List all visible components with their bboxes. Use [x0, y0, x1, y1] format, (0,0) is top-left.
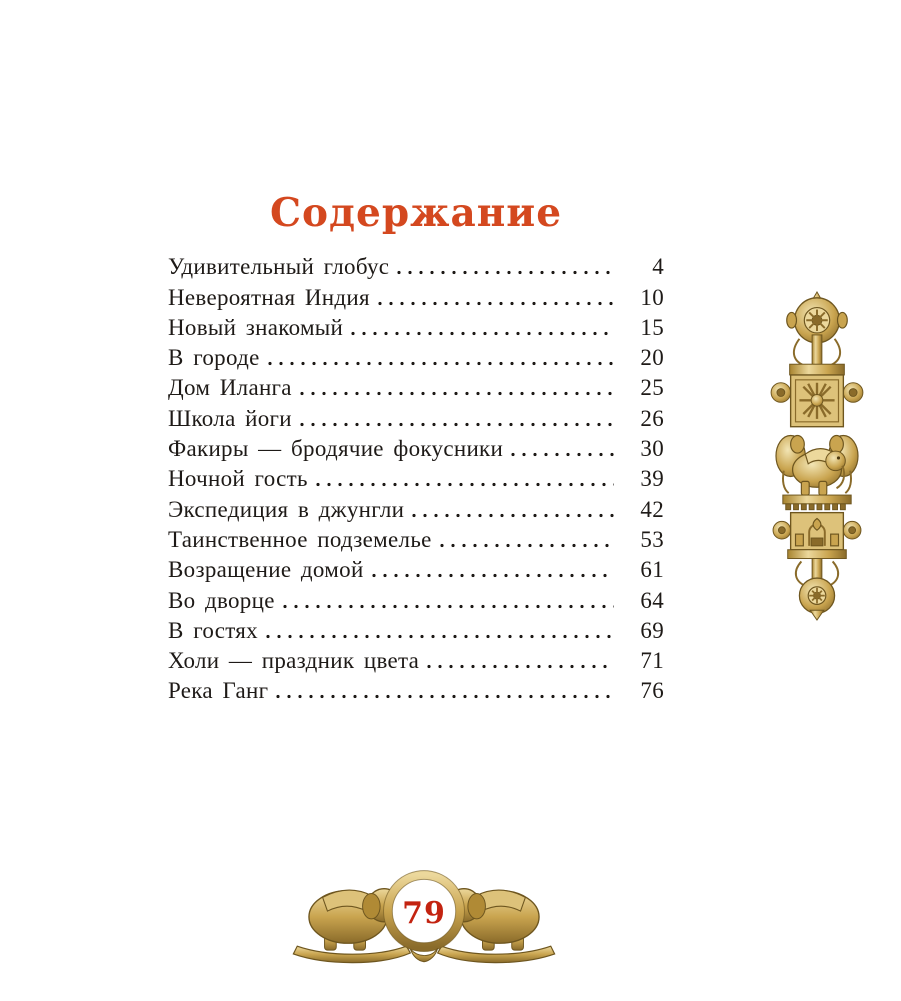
- toc-dots-leader: [372, 573, 614, 578]
- toc-entry: [168, 675, 664, 705]
- table-of-contents: [168, 251, 664, 705]
- toc-entry-title: Река Ганг: [168, 678, 269, 704]
- toc-entry-page: 30: [640, 436, 664, 462]
- toc-entry-title: Удивительный глобус: [168, 254, 390, 280]
- toc-entry-page: 76: [640, 678, 664, 704]
- toc-entry-title: Во дворце: [168, 587, 275, 613]
- toc-dots-leader: [412, 513, 614, 518]
- toc-entry-page: 61: [640, 557, 664, 583]
- toc-entry: [168, 433, 664, 463]
- toc-entry-page: 69: [640, 617, 664, 643]
- toc-entry-title: Дом Иланга: [168, 375, 292, 401]
- toc-entry-page: 64: [640, 587, 664, 613]
- toc-entry: [168, 615, 664, 645]
- toc-entry: [168, 584, 664, 614]
- toc-entry-title: Холи — праздник цвета: [168, 648, 420, 674]
- toc-entry-page: 25: [640, 375, 664, 401]
- toc-entry-title: Факиры — бродячие фокусники: [168, 436, 504, 462]
- toc-dots-leader: [266, 634, 614, 639]
- toc-dots-leader: [511, 452, 614, 457]
- toc-entry: [168, 524, 664, 554]
- toc-entry-page: 15: [640, 314, 664, 340]
- toc-entry: [168, 251, 664, 281]
- toc-entry: [168, 342, 664, 372]
- toc-entry-page: 39: [640, 466, 664, 492]
- toc-entry-page: 4: [652, 254, 664, 280]
- toc-entry: [168, 645, 664, 675]
- toc-entry-title: Таинственное подземелье: [168, 526, 432, 552]
- toc-entry: [168, 372, 664, 402]
- toc-entry-title: Школа йоги: [168, 405, 292, 431]
- toc-entry: [168, 402, 664, 432]
- toc-entry: [168, 493, 664, 523]
- toc-entry-title: В гостях: [168, 617, 258, 643]
- toc-entry: [168, 281, 664, 311]
- toc-dots-leader: [300, 391, 614, 396]
- toc-entry-page: 53: [640, 526, 664, 552]
- toc-dots-leader: [276, 694, 614, 699]
- toc-entry-page: 71: [640, 648, 664, 674]
- toc-dots-leader: [316, 482, 614, 487]
- toc-entry-page: 10: [640, 284, 664, 310]
- toc-entry-page: 20: [640, 345, 664, 371]
- page-title: Содержание: [269, 190, 563, 236]
- toc-dots-leader: [283, 604, 614, 609]
- toc-dots-leader: [378, 301, 614, 306]
- toc-entry-title: Невероятная Индия: [168, 284, 370, 310]
- toc-entry: [168, 463, 664, 493]
- toc-entry-title: Новый знакомый: [168, 314, 344, 340]
- elephant-column-ornament: [758, 290, 876, 622]
- toc-entry-page: 42: [640, 496, 664, 522]
- toc-entry-page: 26: [640, 405, 664, 431]
- toc-entry: [168, 312, 664, 342]
- toc-dots-leader: [268, 361, 614, 366]
- page-number: 79: [402, 896, 446, 931]
- toc-dots-leader: [440, 543, 614, 548]
- toc-dots-leader: [351, 331, 614, 336]
- toc-dots-leader: [397, 270, 614, 275]
- toc-dots-leader: [427, 664, 614, 669]
- toc-entry-title: Ночной гость: [168, 466, 308, 492]
- elephant-column-graphic: [758, 290, 876, 622]
- toc-entry: [168, 554, 664, 584]
- toc-entry-title: Возращение домой: [168, 557, 364, 583]
- toc-entry-title: В городе: [168, 345, 260, 371]
- toc-dots-leader: [300, 422, 614, 427]
- toc-entry-title: Экспедиция в джунгли: [168, 496, 405, 522]
